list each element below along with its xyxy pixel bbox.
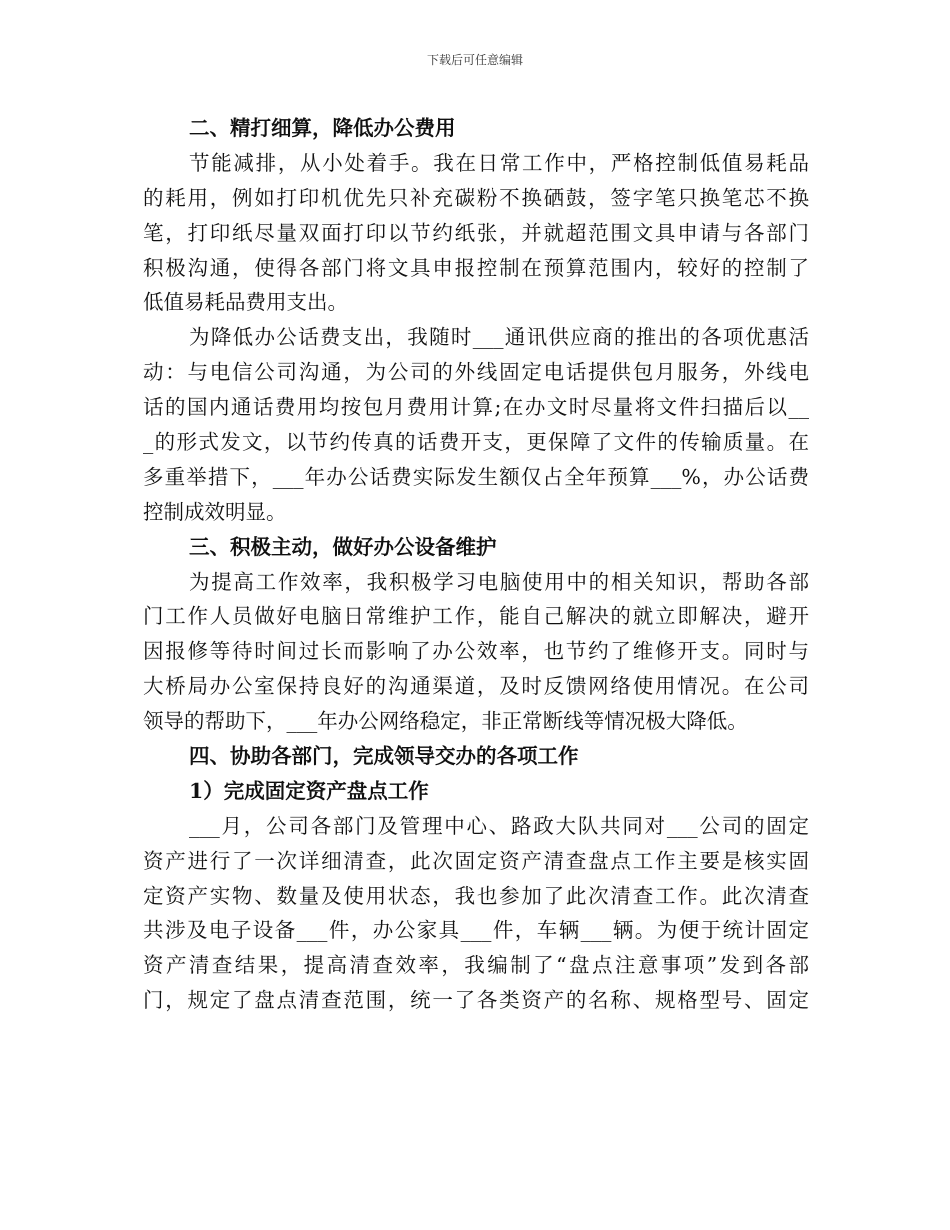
paragraph-line: 门，规定了盘点清查范围，统一了各类资产的名称、规格型号、固定 bbox=[143, 988, 809, 1013]
paragraph-line: 节能减排，从小处着手。我在日常工作中，严格控制低值易耗品 bbox=[189, 150, 809, 175]
subsection-heading: 1）完成固定资产盘点工作 bbox=[189, 778, 429, 803]
document-body bbox=[143, 111, 809, 1018]
paragraph-line: 门工作人员做好电脑日常维护工作，能自己解决的就立即解决，避开 bbox=[143, 604, 809, 629]
paragraph-line: 为提高工作效率，我积极学习电脑使用中的相关知识，帮助各部 bbox=[189, 569, 809, 594]
paragraph-line: _的形式发文，以节约传真的话费开支，更保障了文件的传输质量。在 bbox=[143, 430, 809, 455]
paragraph-line: 资产进行了一次详细清查，此次固定资产清查盘点工作主要是核实固 bbox=[143, 848, 809, 873]
paragraph-line: 积极沟通，使得各部门将文具申报控制在预算范围内，较好的控制了 bbox=[143, 255, 809, 280]
section-heading: 三、积极主动，做好办公设备维护 bbox=[189, 534, 497, 559]
paragraph-line: 动：与电信公司沟通，为公司的外线固定电话提供包月服务，外线电 bbox=[143, 360, 809, 385]
section-heading: 二、精打细算，降低办公费用 bbox=[189, 116, 456, 140]
page-header: 下载后可任意编辑 bbox=[426, 53, 523, 67]
paragraph-line: 多重举措下，___年办公话费实际发生额仅占全年预算___%，办公话费 bbox=[143, 464, 809, 489]
paragraph-line: 低值易耗品费用支出。 bbox=[143, 290, 348, 315]
paragraph-line: 话的国内通话费用均按包月费用计算;在办文时尽量将文件扫描后以__ bbox=[143, 395, 809, 420]
paragraph-line: ___月，公司各部门及管理中心、路政大队共同对___公司的固定 bbox=[189, 813, 809, 838]
paragraph-line: 为降低办公话费支出，我随时___通讯供应商的推出的各项优惠活 bbox=[189, 325, 809, 350]
paragraph-line: 领导的帮助下，___年办公网络稳定，非正常断线等情况极大降低。 bbox=[143, 709, 748, 734]
section-heading: 四、协助各部门，完成领导交办的各项工作 bbox=[189, 744, 579, 769]
paragraph-line: 控制成效明显。 bbox=[143, 499, 287, 524]
paragraph-line: 笔，打印纸尽量双面打印以节约纸张，并就超范围文具申请与各部门 bbox=[143, 220, 809, 245]
paragraph-line: 定资产实物、数量及使用状态，我也参加了此次清查工作。此次清查 bbox=[143, 883, 809, 908]
paragraph-line: 大桥局办公室保持良好的沟通渠道，及时反馈网络使用情况。在公司 bbox=[143, 674, 809, 699]
paragraph-line: 资产清查结果，提高清查效率，我编制了“盘点注意事项”发到各部 bbox=[143, 953, 809, 978]
paragraph-line: 的耗用，例如打印机优先只补充碳粉不换硒鼓，签字笔只换笔芯不换 bbox=[143, 185, 809, 210]
paragraph-line: 共涉及电子设备___件，办公家具___件，车辆___辆。为便于统计固定 bbox=[143, 918, 809, 943]
paragraph-line: 因报修等待时间过长而影响了办公效率，也节约了维修开支。同时与 bbox=[143, 639, 809, 664]
